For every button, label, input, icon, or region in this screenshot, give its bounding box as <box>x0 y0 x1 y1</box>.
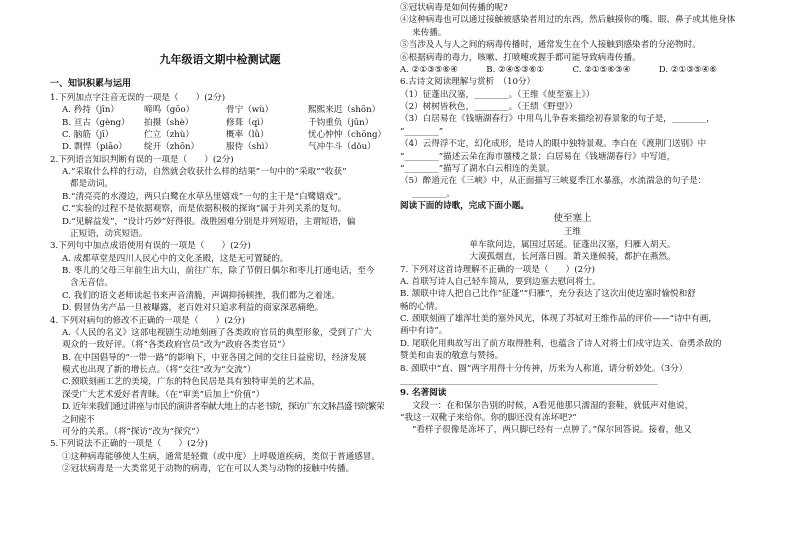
question-9 <box>400 387 745 437</box>
option-cell: B. 亘古（gèng） <box>62 117 130 128</box>
text-line: “________”描写了湖水白云相连的美景。 <box>400 163 555 174</box>
answer-blank: ____________________________________________________________ <box>400 375 658 386</box>
question-stem: 2.下列语言知识判断有误的一项是（ ）(2分) <box>50 154 234 165</box>
option-cell: C. ②①⑤⑥③④ <box>572 64 631 75</box>
text-line: ④这种病毒也可以通过接触被感染者用过的东西，然后触摸你的嘴、眼、鼻子或其他身体 <box>400 15 736 26</box>
text-line: （1）征蓬出汉塞，________。（王维《使至塞上》） <box>400 89 595 100</box>
right-column <box>400 0 745 437</box>
option-cell: 啼鸣（gōo） <box>144 105 195 116</box>
text-line: 含无音信。 <box>70 278 113 289</box>
poem-author: 王维 <box>563 227 582 238</box>
option-cell: 绽开（zhōn） <box>144 142 200 153</box>
text-line: ⑤当涉及人与人之间的病毒传播时，通常发生在个人接触到感染者的分泌物时。 <box>400 40 701 51</box>
text-line: 文段一：在和保尔告别的时候，A看见他那只濡湿的套鞋，就低声对他说， <box>412 400 694 411</box>
question-7 <box>400 264 745 363</box>
question-2 <box>50 154 390 241</box>
poem-line: 大漠孤烟直，长河落日圆。萧关逢候骑，都护在燕然。 <box>469 252 676 263</box>
text-line: 深受广大艺术爱好者青睐。（在“审美”后加上“价值”） <box>62 389 265 400</box>
text-line: “________” <box>400 126 444 137</box>
text-line: （4）云得浮不定，幻化成形，是诗人的眼中独特景观。李白在《渡荆门送别》中 <box>400 139 707 150</box>
question-stem: 1.下列加点字注音无误的一项是（ ）(2分) <box>50 92 226 103</box>
left-column <box>50 0 390 475</box>
text-line: A. 首联写诗人自己轻车简从，要到边塞去慰问将士。 <box>400 276 601 287</box>
text-line: “________”描述云朵在海市蜃楼之景；白居易在《钱塘湖春行》中写道， <box>400 151 676 162</box>
option-cell: 千钧重负（jūn） <box>308 117 374 128</box>
question-3 <box>50 240 390 314</box>
text-line: 畅的心情。 <box>400 301 443 312</box>
exam-title: 九年级语文期中检测试题 <box>159 53 281 66</box>
question-stem: 3.下列句中加点成语使用有误的一项是（ ）(2分) <box>50 241 251 252</box>
text-line: C. 我们的语文老师读起书来声音清脆，声调抑扬顿挫，我们都为之着迷。 <box>62 290 341 301</box>
reading-instruction: 阅读下面的诗歌，完成下面小题。 <box>400 201 529 211</box>
question-stem: 5.下列说法不正确的一项是（ ）(2分) <box>50 439 208 450</box>
option-cell: 概率（lǜ） <box>226 129 269 140</box>
text-line: ①这种病毒能够使人生病，通常是轻微（或中度）上呼吸道疾病，类似于普通感冒。 <box>62 451 380 462</box>
option-cell: 骨宁（wù） <box>226 105 274 116</box>
option-row <box>50 129 390 141</box>
text-line: “看样子很像是冻坏了，两只脚已经有一点肿了。”保尔回答说。接着，他又 <box>412 425 692 436</box>
text-line: 赞美和由衷的敬意与赞扬。 <box>400 351 504 362</box>
text-line: A. 成都草堂是四川人民心中的文化圣殿，这是无可置疑的。 <box>62 253 289 264</box>
option-cell: 拍摄（shè） <box>144 117 194 128</box>
text-line: （5）醉道元在《三峡》中，从正面描写三峡夏季江水暴涨，水流湍急的句子是： <box>400 176 707 187</box>
option-cell: A. ②①③⑤⑥④ <box>400 64 458 75</box>
text-line: 正短语，动宾短语。 <box>70 228 148 239</box>
text-line: 来传播。 <box>412 27 447 38</box>
question-8 <box>400 363 745 388</box>
option-cell: D. 剽悍（piāo） <box>62 142 127 153</box>
question-stem: 7. 下列对这首诗理解不正确的一项是（ ）(2分) <box>400 264 595 275</box>
question-heading: 9. 名著阅读 <box>400 388 447 399</box>
text-line: D.“见解益发”，“设计巧妙”好得很。战胜困难分别是并列短语，主谓短语，偏 <box>62 216 356 227</box>
text-line: 观众的一致好评。（将“各类政府官员”改为“政府各类官员”） <box>62 340 291 351</box>
option-cell: 服侍（shì） <box>226 142 274 153</box>
text-line: C. 颈联刻画了雄浑壮美的塞外风光，体现了苏轼对王维作品的评价——“诗中有画， <box>400 314 717 324</box>
text-line: “我这一双靴子来给你。你的脚还没有冻坏吧?” <box>400 413 577 423</box>
text-line: D. 假冒伪劣产品一旦被曝露，老百姓对只追求利益的商家深恶痛绝。 <box>62 303 324 314</box>
text-line: 画中有诗”。 <box>400 326 448 337</box>
option-cell: C. 脑筋（jī） <box>62 129 114 140</box>
text-line: ________。 <box>412 188 455 199</box>
question-5 <box>50 438 390 475</box>
option-row <box>50 141 390 153</box>
option-row <box>50 117 390 129</box>
text-line: B.“清亮亮的水漫边，两只白鹭在水草丛里嬉戏”一句的主干是“白鹭嬉戏”。 <box>62 191 347 202</box>
option-cell: 伫立（zhù） <box>144 129 194 140</box>
question-4 <box>50 315 390 439</box>
section-heading: 一、知识积累与运用 <box>50 78 132 89</box>
text-line: B. 颔联中诗人把自己比作“征蓬”“归雁”，充分表达了这次出使边塞时愉悦和舒 <box>400 289 696 300</box>
question-stem: 8. 颈联中“直、圆”两字用得十分传神，历来为人称道，请分析妙处。（3分） <box>400 363 688 374</box>
text-line: （3）白居易在《钱塘湖春行》中用鸟儿争春来描绘初春景象的句子是，________， <box>400 114 715 125</box>
question-1 <box>50 92 390 154</box>
option-cell: 忧心忡忡（chōng） <box>308 129 387 140</box>
option-cell: 修葺（qì） <box>226 117 269 128</box>
text-line: 可分的关系。（将“探访”改为“探究”） <box>62 426 205 437</box>
text-line: ③冠状病毒是如何传播的呢? <box>400 3 508 13</box>
option-cell: A. 矜持（jīn） <box>62 105 119 116</box>
option-cell: B. ②④⑤③⑥① <box>486 64 545 75</box>
question-5-continued <box>400 2 745 76</box>
text-line: A.《人民的名义》这部电视剧生动地刻画了各类政府官员的典型形象，受到了广大 <box>62 327 372 338</box>
option-row <box>400 64 745 76</box>
option-cell: D. ②①③⑤④⑥ <box>658 64 718 75</box>
text-line: C.颈联刻画工艺的美境，广东的特色民居是具有独特审美的艺术品， <box>62 377 321 388</box>
text-line: D. 近年来我们通过讲座与市民的演讲者奉献大地上的古老书院，探访广东文脉昌盛书院繁荣之间密不 <box>62 402 385 425</box>
text-line: （2）树树皆秋色，________。（王绩《野望》） <box>400 102 578 112</box>
text-line: ⑥根据病毒的毒力，咳嗽、打喷嚏或握手都可能导致病毒传播。 <box>400 52 641 63</box>
option-row <box>50 104 390 116</box>
text-line: D. 尾联化用典故写出了前方取得胜利，也蕴含了诗人对将士们戍守边关、奋勇杀敌的 <box>400 338 722 349</box>
text-line: A.“采取什么样的行动，自然就会收获什么样的结果”一句中的“采取”“收获” <box>62 167 347 178</box>
question-stem: 4. 下列对病句的修改不正确的一项是（ ）(2分) <box>50 315 245 326</box>
question-stem: 6.古诗文阅读理解与赏析 （10分） <box>400 77 536 88</box>
option-cell: 熙熙来迟（shōn） <box>308 105 381 116</box>
question-6 <box>400 76 745 200</box>
text-line: ②冠状病毒是一大类常见于动物的病毒，它在可以人类与动物的接触中传播。 <box>62 464 355 475</box>
text-line: 模式也出现了新的增长点。（将“交往”改为“交流”） <box>62 365 256 376</box>
option-cell: 气冲牛斗（dǒu） <box>308 142 376 153</box>
poem-line: 单车欲问边，属国过居延。征蓬出汉塞，归雁入胡天。 <box>469 239 676 250</box>
text-line: C.“实验的过程不是依据观察，而是依据积极的探询”属于并列关系的复句。 <box>62 204 347 215</box>
poem-title: 使至塞上 <box>553 213 592 225</box>
text-line: B. 枣儿的父母三年前生出大山，前往广东，除了节假日偶尔和枣儿打通电话，至今 <box>62 266 375 277</box>
poem <box>400 212 745 263</box>
text-line: B. 在中国倡导的“一带一路”的影响下，中亚各国之间的交往日益密切，经济发展 <box>62 352 367 363</box>
text-line: 都是动词。 <box>70 179 113 190</box>
